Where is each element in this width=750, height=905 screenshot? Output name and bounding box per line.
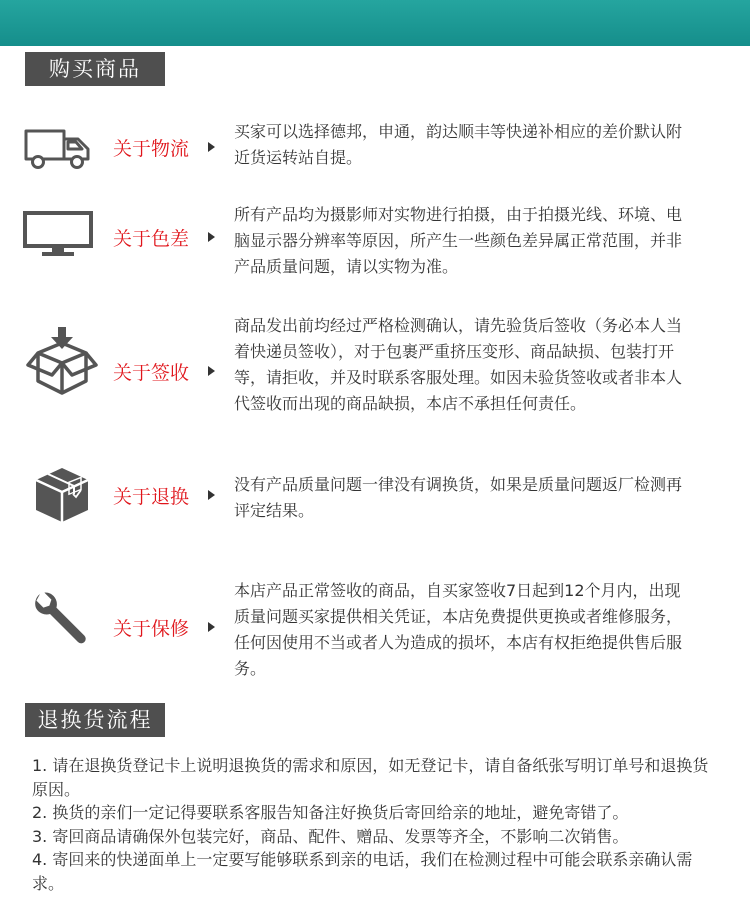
label-signoff: 关于签收 <box>113 362 190 384</box>
arrow-icon <box>208 622 215 632</box>
desc-warranty: 本店产品正常签收的商品，自买家签收7日起到12个月内，出现质量问题买家提供相关凭证，本店免费提供更换或者维修服务，任何因使用不当或者人为造成的损坏，本店有权拒绝提供售后服务。 <box>234 581 683 678</box>
label-color: 关于色差 <box>113 228 190 250</box>
arrow-icon <box>208 232 215 242</box>
truck-icon <box>22 125 94 175</box>
desc-signoff: 商品发出前均经过严格检测确认，请先验货后签收（务必本人当着快递员签收），对于包裹严重挤压变形、商品缺损、包装打开等，请拒收，并及时联系客服处理。如因未验货签收或者非本人代签收而出现的商品缺损，本店不承担任何责任。 <box>234 316 683 413</box>
arrow-icon <box>208 490 215 500</box>
info-row-signoff <box>0 313 750 433</box>
box-return-icon <box>30 462 94 530</box>
desc-return: 没有产品质量问题一律没有调换货，如果是质量问题返厂检测再评定结果。 <box>234 475 683 520</box>
info-row-warranty <box>0 576 750 676</box>
info-row-logistics <box>0 115 750 185</box>
process-step: 1. 请在退换货登记卡上说明退换货的需求和原因，如无登记卡，请自备纸张写明订单号和退换货原因。 <box>32 756 709 799</box>
process-step: 3. 寄回商品请确保外包装完好，商品、配件、赠品、发票等齐全，不影响二次销售。 <box>32 826 629 846</box>
info-row-return <box>0 470 750 540</box>
section-title-return-process: 退换货流程 <box>25 703 165 737</box>
section-title-purchase: 购买商品 <box>25 52 165 86</box>
desc-color: 所有产品均为摄影师对实物进行拍摄，由于拍摄光线、环境、电脑显示器分辨率等原因，所产生一些颜色差异属正常范围，并非产品质量问题，请以实物为准。 <box>234 205 683 276</box>
label-logistics: 关于物流 <box>113 138 190 160</box>
header-band <box>0 0 750 46</box>
monitor-icon <box>22 210 96 262</box>
info-row-color <box>0 202 750 282</box>
arrow-icon <box>208 366 215 376</box>
wrench-icon <box>34 592 90 652</box>
package-receive-icon <box>24 327 100 401</box>
label-warranty: 关于保修 <box>113 618 190 640</box>
desc-logistics: 买家可以选择德邦，申通，韵达顺丰等快递补相应的差价默认附近货运转站自提。 <box>234 122 683 167</box>
return-process-steps <box>32 754 722 895</box>
arrow-icon <box>208 142 215 152</box>
process-step: 2. 换货的亲们一定记得要联系客服告知备注好换货后寄回给亲的地址，避免寄错了。 <box>32 803 629 822</box>
process-step: 4. 寄回来的快递面单上一定要写能够联系到亲的电话，我们在检测过程中可能会联系亲确认需求。 <box>32 850 693 893</box>
label-return: 关于退换 <box>113 486 190 508</box>
